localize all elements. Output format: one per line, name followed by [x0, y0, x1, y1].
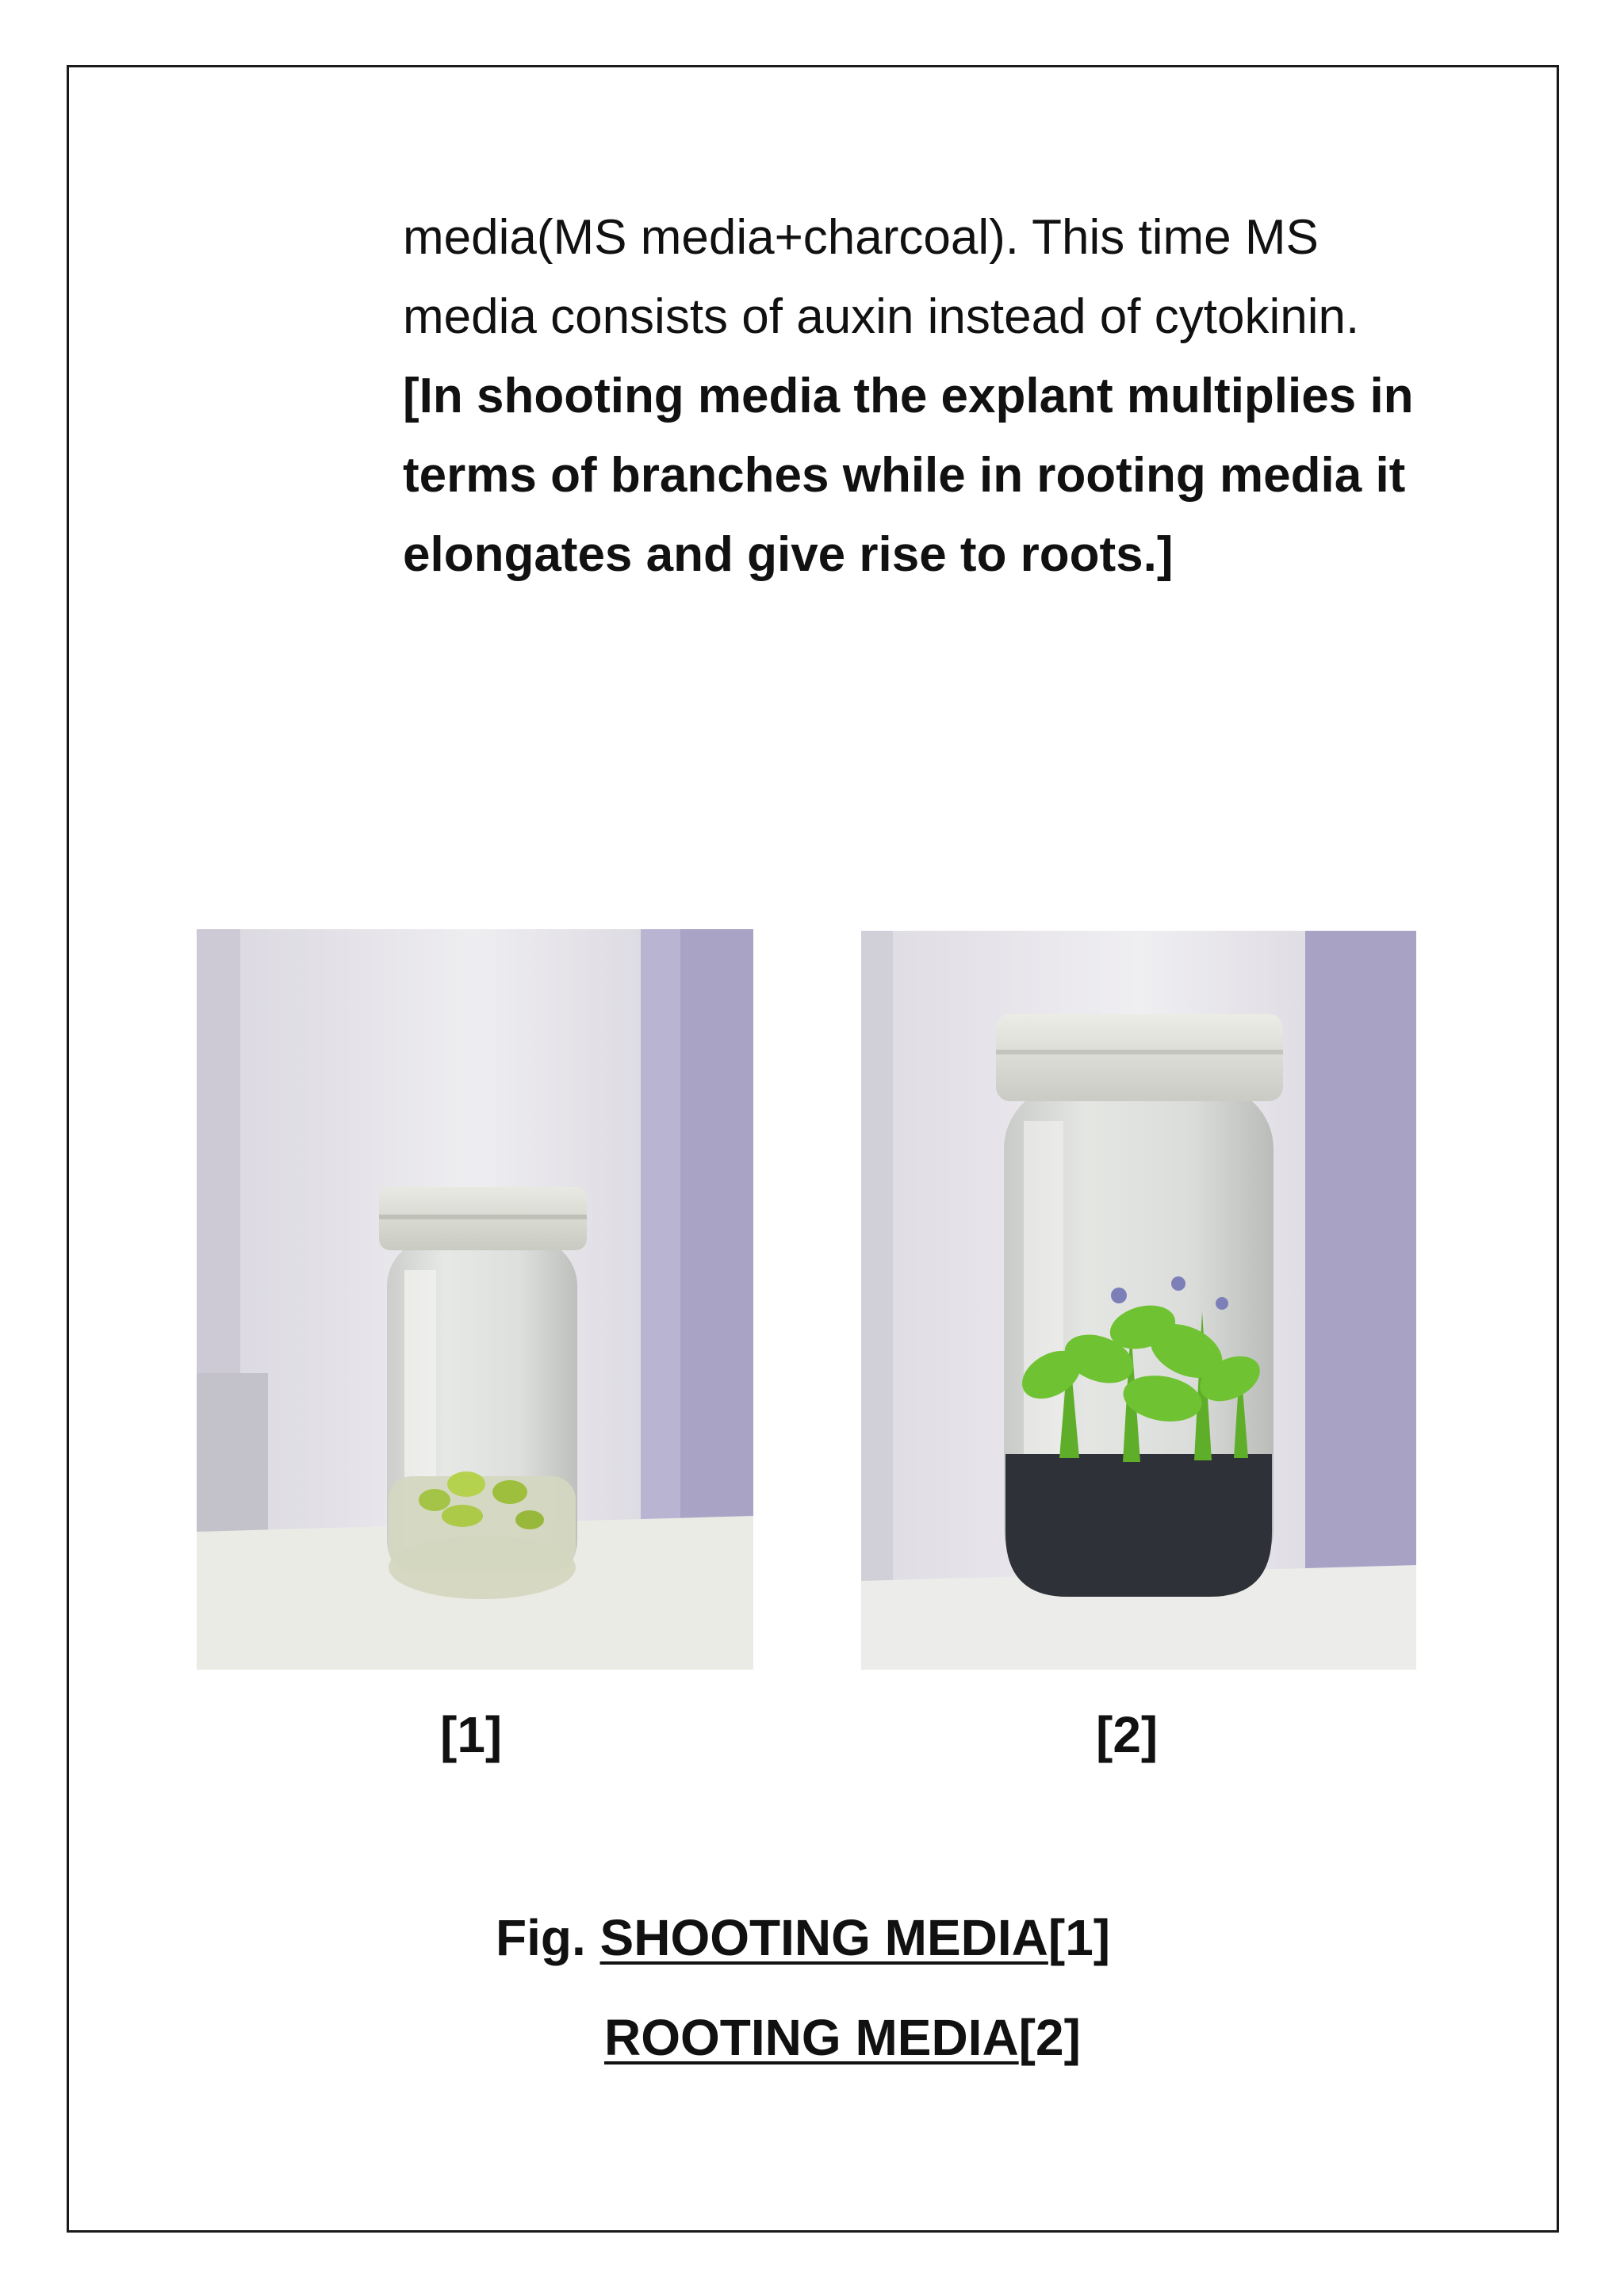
note-paragraph: [In shooting media the explant multiplies in terms of branches while in rooting media it elongates and give rise to roots.]	[403, 369, 1414, 582]
caption-rooting-media: ROOTING MEDIA	[604, 2009, 1019, 2066]
shooting-media-jar-image	[197, 929, 753, 1670]
shooting-media-photo	[197, 929, 753, 1670]
photo-label-2: [2]	[1096, 1706, 1159, 1763]
body-text	[403, 198, 1457, 595]
caption-shooting-media: SHOOTING MEDIA	[599, 1909, 1048, 1966]
caption-ref-1: [1]	[1048, 1909, 1111, 1966]
caption-ref-2: [2]	[1018, 2009, 1081, 2066]
figure-caption-line-1	[496, 1906, 1110, 1969]
rooting-media-photo	[861, 931, 1416, 1670]
figure-caption-line-2	[604, 2006, 1081, 2069]
photo-label-1: [1]	[440, 1706, 503, 1763]
rooting-media-jar-image	[861, 931, 1416, 1670]
intro-paragraph: media(MS media+charcoal). This time MS media consists of auxin instead of cytokinin.	[403, 210, 1360, 344]
caption-prefix: Fig.	[496, 1909, 586, 1966]
